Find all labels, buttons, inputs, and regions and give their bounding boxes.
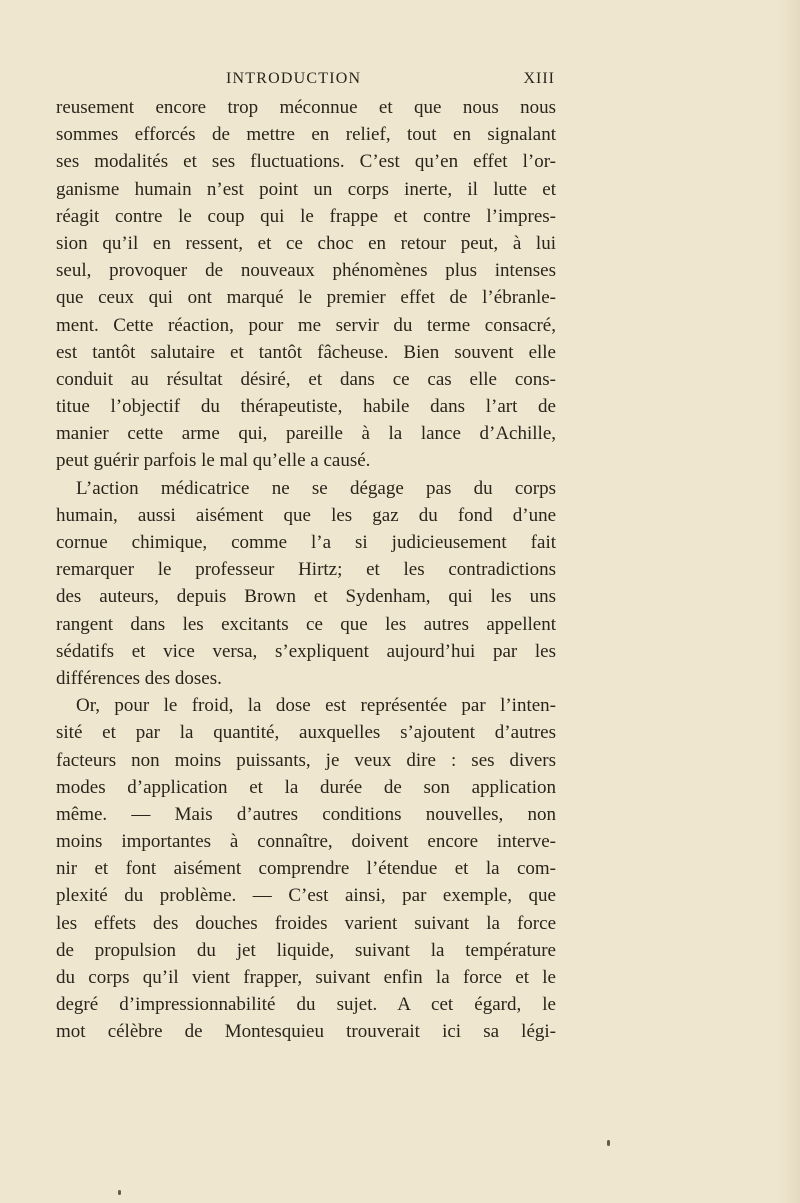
paper-fleck xyxy=(118,1190,121,1195)
paragraph-start-line: Or, pour le froid, la dose est représentée par l’inten- xyxy=(76,695,556,717)
text-line: du corps qu’il vient frapper, suivant enfin la force et le xyxy=(56,967,556,988)
text-line: ganisme humain n’est point un corps inerte, il lutte et xyxy=(56,178,556,200)
text-line: des auteurs, depuis Brown et Sydenham, qui les uns xyxy=(56,586,556,608)
text-line: moins importantes à connaître, doivent encore interve- xyxy=(56,831,556,853)
text-line: plexité du problème. — C’est ainsi, par exemple, que xyxy=(56,885,556,907)
text-line: seul, provoquer de nouveaux phénomènes plus intenses xyxy=(56,260,556,282)
text-line: est tantôt salutaire et tantôt fâcheuse. Bien souvent elle xyxy=(56,341,556,363)
text-line: rangent dans les excitants ce que les autres appellent xyxy=(56,613,556,635)
paper-fleck xyxy=(607,1140,610,1146)
text-line: réagit contre le coup qui le frappe et contre l’impres- xyxy=(56,205,556,227)
text-line: degré d’impressionnabilité du sujet. A cet égard, le xyxy=(56,994,556,1016)
running-title: INTRODUCTION xyxy=(226,70,362,87)
text-line: nir et font aisément comprendre l’étendue et la com- xyxy=(56,858,556,880)
text-line: titue l’objectif du thérapeutiste, habile dans l’art de xyxy=(56,396,556,418)
text-line: de propulsion du jet liquide, suivant la température xyxy=(56,939,556,961)
text-line: que ceux qui ont marqué le premier effet de l’ébranle- xyxy=(56,287,556,309)
text-line: sédatifs et vice versa, s’expliquent aujourd’hui par les xyxy=(56,640,556,662)
text-line: reusement encore trop méconnue et que nous nous xyxy=(56,97,556,118)
text-line: ment. Cette réaction, pour me servir du terme consacré, xyxy=(56,314,556,336)
text-line: mot célèbre de Montesquieu trouverait ici sa légi- xyxy=(56,1021,556,1043)
text-line: peut guérir parfois le mal qu’elle a causé. xyxy=(56,450,371,472)
text-line: sion qu’il en ressent, et ce choc en retour peut, à lui xyxy=(56,232,556,254)
text-line: conduit au résultat désiré, et dans ce cas elle cons- xyxy=(56,368,556,390)
text-line: modes d’application et la durée de son application xyxy=(56,776,556,798)
text-line: ses modalités et ses fluctuations. C’est qu’en effet l’or- xyxy=(56,151,556,173)
page-edge-shadow xyxy=(778,0,800,1203)
body-text xyxy=(56,94,556,1046)
text-line: sommes efforcés de mettre en relief, tout en signalant xyxy=(56,124,556,146)
paragraph-start-line: L’action médicatrice ne se dégage pas du corps xyxy=(76,477,556,499)
text-line: manier cette arme qui, pareille à la lance d’Achille, xyxy=(56,423,556,445)
page-number: XIII xyxy=(523,70,555,87)
text-line: différences des doses. xyxy=(56,667,222,689)
text-line: les effets des douches froides varient suivant la force xyxy=(56,912,556,934)
text-line: facteurs non moins puissants, je veux dire : ses divers xyxy=(56,749,556,771)
text-line: humain, aussi aisément que les gaz du fond d’une xyxy=(56,504,556,526)
text-line: cornue chimique, comme l’a si judicieusement fait xyxy=(56,532,556,553)
text-line: même. — Mais d’autres conditions nouvelles, non xyxy=(56,803,556,825)
text-line: remarquer le professeur Hirtz; et les contradictions xyxy=(56,559,556,581)
running-head xyxy=(56,70,555,94)
text-line: sité et par la quantité, auxquelles s’ajoutent d’autres xyxy=(56,722,556,744)
